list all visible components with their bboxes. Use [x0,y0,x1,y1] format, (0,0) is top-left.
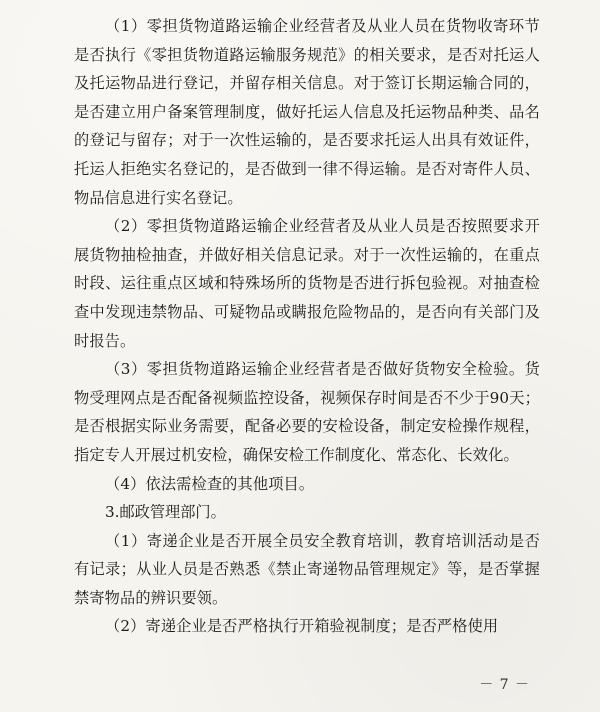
document-content [74,12,540,641]
paragraph-2: （2）零担货物道路运输企业经营者及从业人员是否按照要求开展货物抽检抽查，并做好相关信息记录。对于一次性运输的，在重点时段、运往重点区域和特殊场所的货物是否进行拆包验视。对抽查检查中发现违禁物品、可疑物品或瞒报危险物品的，是否向有关部门及时报告。 [74,217,540,350]
page-number: － 7 － [479,677,530,693]
section-3-paragraph-1: （1）寄递企业是否开展全员安全教育培训，教育培训活动是否有记录；从业人员是否熟悉《禁止寄递物品管理规定》等，是否掌握禁寄物品的辨识要领。 [74,531,540,607]
paragraph-1: （1）零担货物道路运输企业经营者及从业人员在货物收寄环节是否执行《零担货物道路运输服务规范》的相关要求，是否对托运人及托运物品进行登记，并留存相关信息。对于签订长期运输合同的，是否建立用户备案管理制度，做好托运人信息及托运物品种类、品名的登记与留存；对于一次性运输的，是否要求托运人出具有效证件，托运人拒绝实名登记的，是否做到一律不得运输。是否对寄件人员、物品信息进行实名登记。 [74,17,540,207]
paragraph-3: （3）零担货物道路运输企业经营者是否做好货物安全检验。货物受理网点是否配备视频监控设备，视频保存时间是否不少于90天；是否根据实际业务需要，配备必要的安检设备，制定安检操作规程，指定专人开展过机安检，确保安检工作制度化、常态化、长效化。 [74,360,540,464]
section-3-paragraph-2: （2）寄递企业是否严格执行开箱验视制度；是否严格使用 [105,617,499,636]
paragraph-4: （4）依法需检查的其他项目。 [105,474,315,493]
section-3-title: 3.邮政管理部门。 [105,503,226,522]
